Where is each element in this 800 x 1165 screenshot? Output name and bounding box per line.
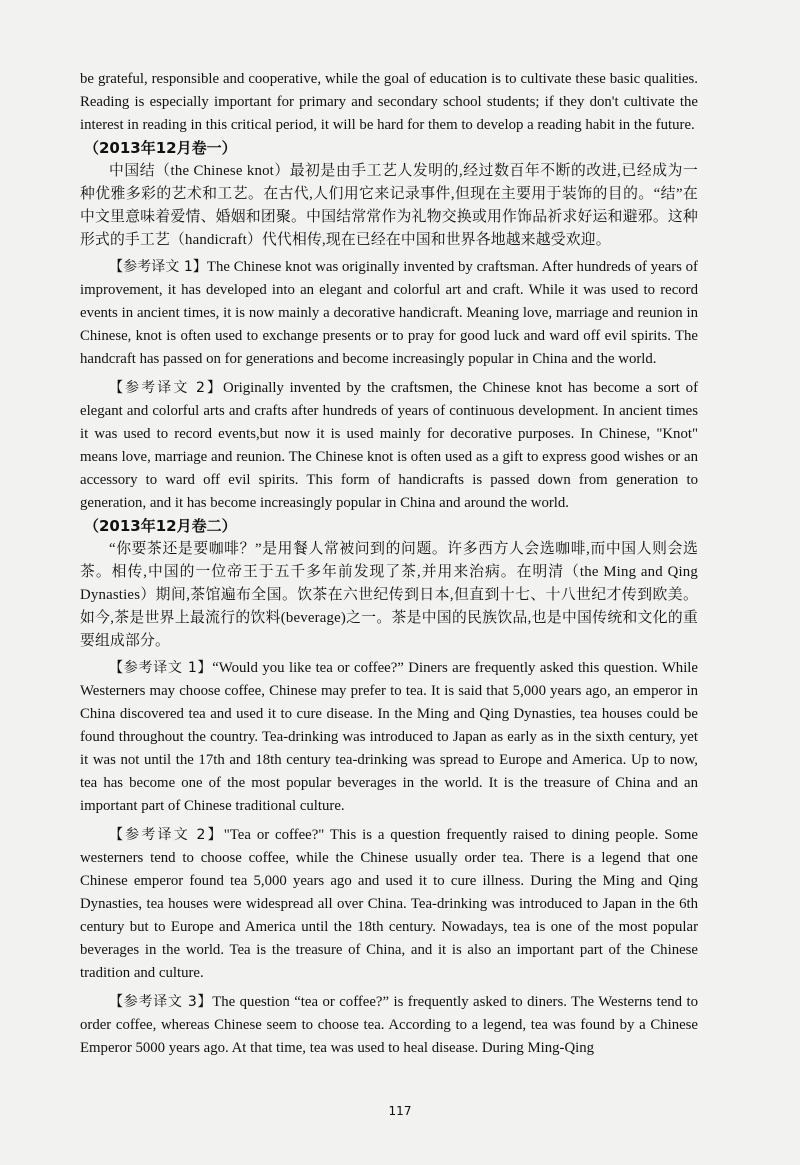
translation-text: Originally invented by the craftsmen, the Chinese knot has become a sort of elegant and colorful arts and crafts after hundreds of years of continuous development. In ancient times it was used to record events,but now it is used mainly for decorative purposes. In Chinese, "Knot" means love, marriage and reunion. The Chinese knot is often used as a gift to express good wishes or an accessory to ward off evil spirits. This form of handicrafts is passed down from generation to generation, and it has become increasingly popular in China and around the world. — [80, 380, 699, 511]
translation-label: 【参考译文 3】 — [109, 994, 213, 1010]
intro-paragraph: be grateful, responsible and cooperative, while the goal of education is to cultivate these basic qualities. Reading is especially important for primary and secondary school students; if they don't cultivate the interest in reading in this critical period, it will be hard for them to develop a reading habit in the future. — [80, 71, 698, 133]
translation-text: "Tea or coffee?" This is a question frequently raised to dining people. Some westerners tend to choose coffee, while the Chinese usually order tea. There is a legend that one Chinese emperor found tea 5,000 years ago and used it to cure illness. During the Ming and Qing Dynasties, tea houses were widespread all over China. Tea-drinking was introduced to Japan in the 6th century but to Europe and America until the 18th century. Nowadays, tea is one of the most popular beverages in the world. Tea is the treasure of China, and it is also an important part of the Chinese tradition and culture. — [80, 827, 698, 981]
translation-paragraph — [80, 256, 698, 371]
translation-paragraph — [80, 377, 698, 515]
translation-paragraph — [80, 991, 698, 1060]
translation-label: 【参考译文 2】 — [109, 380, 224, 396]
translation-paragraph — [80, 657, 698, 818]
translation-paragraph — [80, 824, 698, 985]
page-content — [80, 68, 698, 1060]
source-text-paragraph: 中国结（the Chinese knot）最初是由手工艺人发明的,经过数百年不断的改进,已经成为一种优雅多彩的艺术和工艺。在古代,人们用它来记录事件,但现在主要用于装饰的目的。“结”在中文里意味着爱情、婚姻和团聚。中国结常常作为礼物交换或用作饰品祈求好运和避邪。这种形式的手工艺（handicraft）代代相传,现在已经在中国和世界各地越来越受欢迎。 — [80, 163, 698, 248]
translation-text: The question “tea or coffee?” is frequently asked to diners. The Westerns tend to order coffee, whereas Chinese seem to choose tea. According to a legend, tea was found by a Chinese Emperor 5000 years ago. At that time, tea was used to heal disease. During Ming-Qing — [80, 994, 698, 1056]
translation-text: “Would you like tea or coffee?” Diners are frequently asked this question. While Westerners may choose coffee, Chinese may prefer to tea. It is said that 5,000 years ago, an emperor in China discovered tea and used it to cure disease. In the Ming and Qing Dynasties, tea houses could be found throughout the country. Tea-drinking was introduced to Japan as early as in the sixth century, yet it was not until the 17th and 18th century tea-drinking was spread to Europe and America. Up to now, tea has become one of the most popular beverages in the world. It is the treasure of China and an important part of Chinese traditional culture. — [80, 660, 698, 814]
section-heading: （2013年12月卷一） — [84, 139, 237, 157]
translation-label: 【参考译文 1】 — [109, 660, 213, 676]
translation-label: 【参考译文 1】 — [109, 259, 207, 275]
section-heading: （2013年12月卷二） — [84, 517, 237, 535]
translation-label: 【参考译文 2】 — [109, 827, 224, 843]
section-2013-12-paper-1 — [80, 137, 698, 515]
translation-text: The Chinese knot was originally invented by craftsman. After hundreds of years of improvement, it has developed into an elegant and colorful art and craft. While it was used to record events in ancient times, it is now mainly a decorative handicraft. Meaning love, marriage and reunion in Chinese, knot is often used to exchange presents or to pray for good luck and ward off evil spirits. The handcraft has passed on for generations and become increasingly popular in China and the world. — [80, 259, 698, 367]
section-2013-12-paper-2 — [80, 515, 698, 1060]
page-number: 117 — [388, 1104, 412, 1118]
source-text-paragraph: “你要茶还是要咖啡？”是用餐人常被问到的问题。许多西方人会选咖啡,而中国人则会选茶。相传,中国的一位帝王于五千多年前发现了茶,并用来治病。在明清（the Ming and Qing Dynasties）期间,茶馆遍布全国。饮茶在六世纪传到日本,但直到十七、十八世纪才传到欧美。如今,茶是世界上最流行的饮料(beverage)之一。茶是中国的民族饮品,也是中国传统和文化的重要组成部分。 — [80, 541, 698, 649]
